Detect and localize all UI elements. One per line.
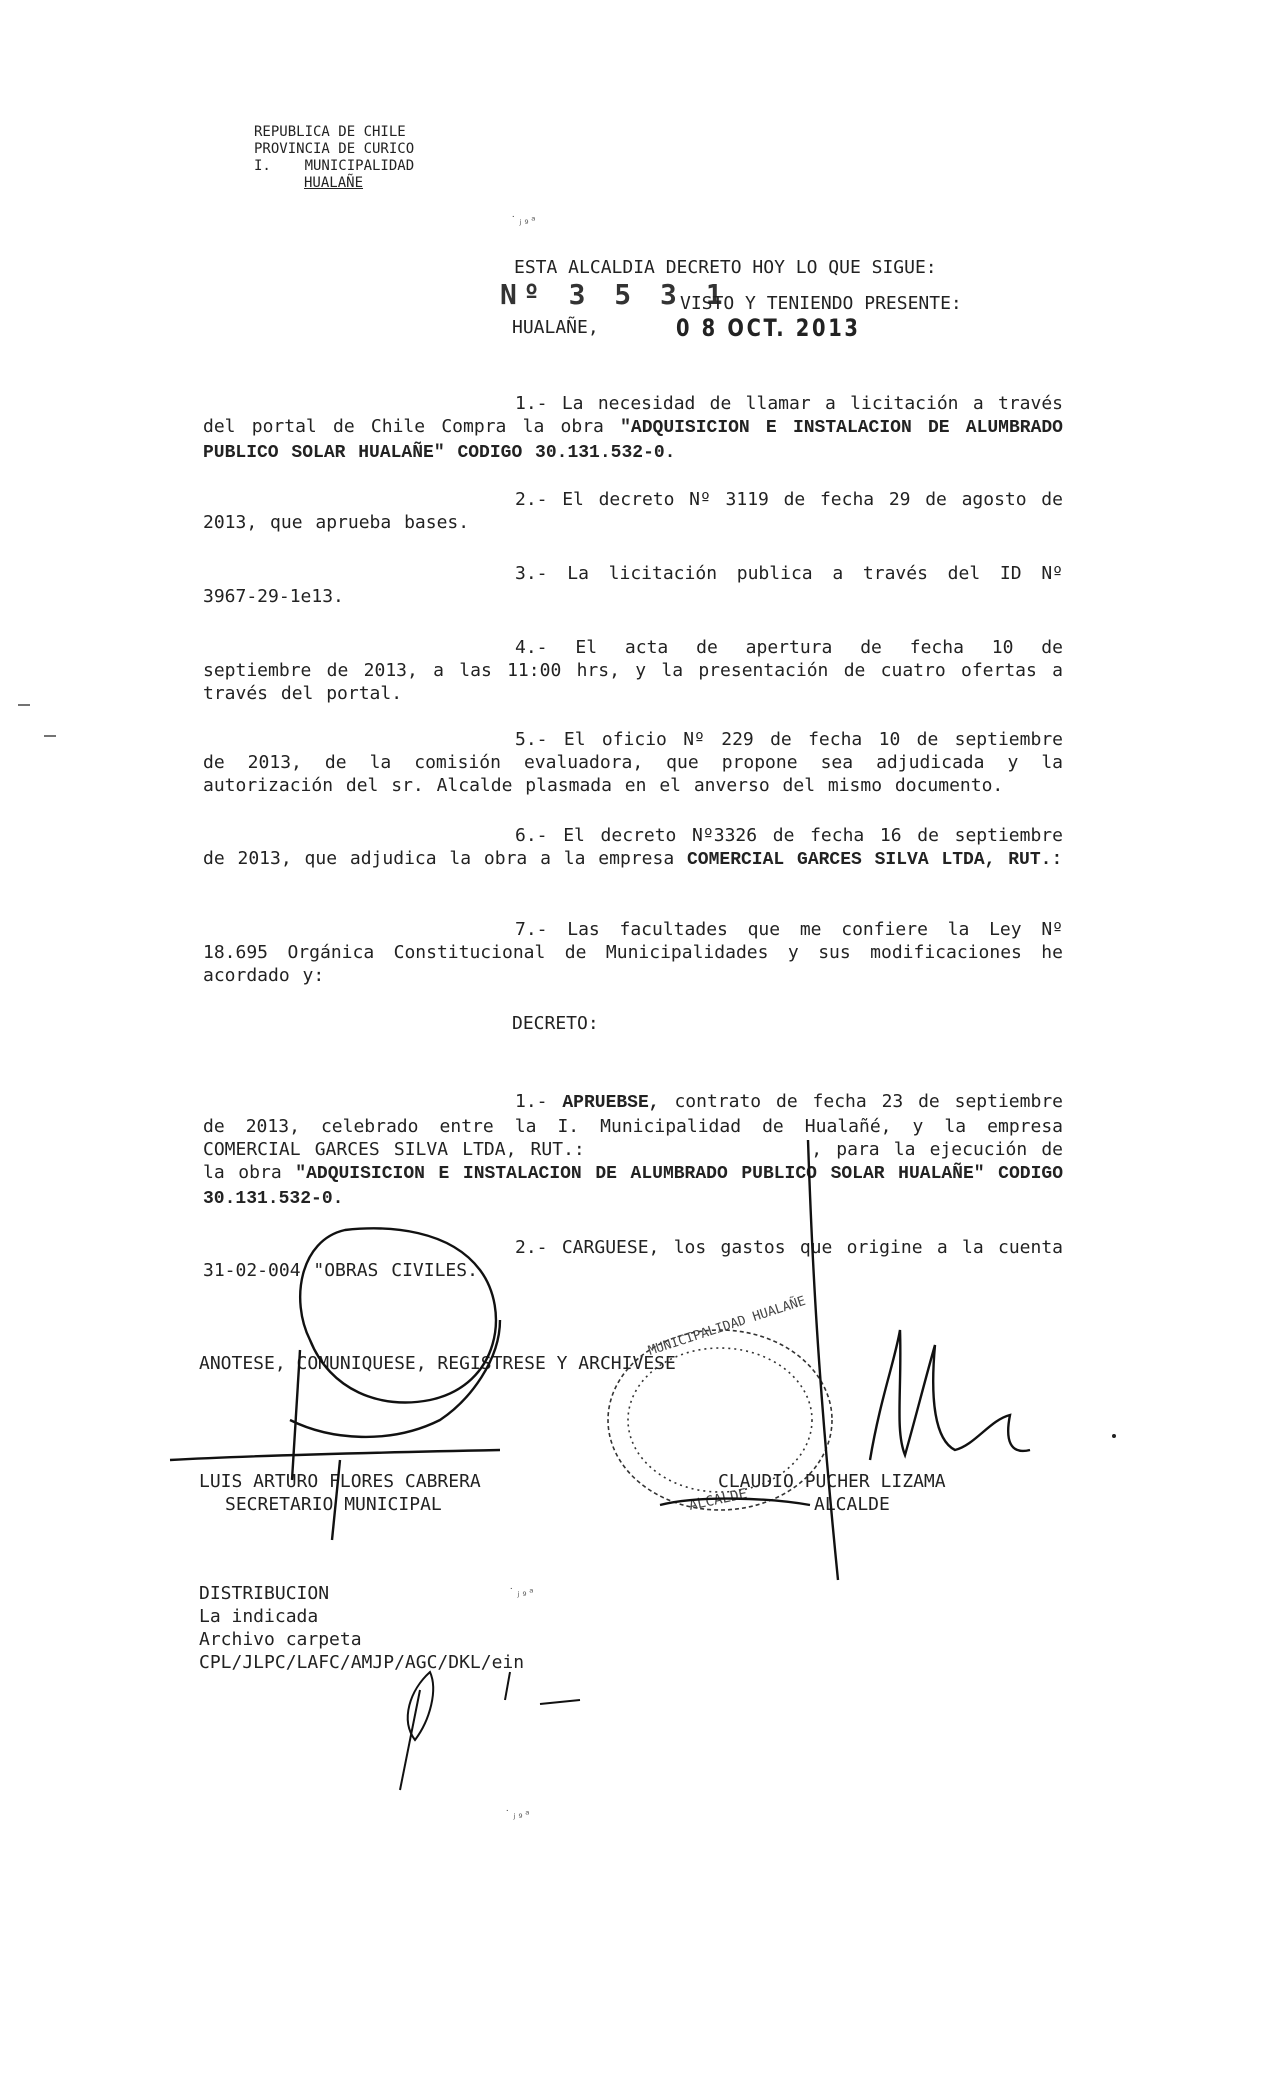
visto-4-number: 4.- bbox=[515, 637, 548, 658]
visto-heading: VISTO Y TENIENDO PRESENTE: bbox=[680, 293, 962, 314]
distribution-initials: CPL/JLPC/LAFC/AMJP/AGC/DKL/ein bbox=[199, 1652, 525, 1673]
visto-6-number: 6.- bbox=[515, 825, 548, 846]
visto-2-text: El decreto Nº 3119 de fecha 29 de agosto de 2013, que aprueba bases. bbox=[203, 489, 1063, 533]
scan-speck-2: ˙ⱼ₉ᵃ bbox=[508, 1586, 535, 1599]
date-stamp: 0 8 OCT. 2013 bbox=[676, 314, 861, 342]
initials-scribble bbox=[400, 1672, 580, 1790]
place-label: HUALAÑE, bbox=[512, 317, 599, 338]
visto-6-text: El decreto Nº3326 de fecha 16 de septiembre de 2013, que adjudica la obra a la empresa bbox=[203, 825, 1063, 869]
visto-1-number: 1.- bbox=[515, 393, 548, 414]
decreto-2-number: 2.- bbox=[515, 1237, 548, 1258]
header-republic: REPUBLICA DE CHILE bbox=[254, 124, 406, 140]
closing-formula: ANOTESE, COMUNIQUESE, REGISTRESE Y ARCHIVESE bbox=[199, 1353, 676, 1374]
mayor-signature bbox=[660, 1140, 1030, 1580]
distribution-heading: DISTRIBUCION bbox=[199, 1583, 330, 1604]
seal-text: MUNICIPALIDAD HUALAÑE bbox=[646, 1293, 808, 1359]
header-town: HUALAÑE bbox=[304, 175, 364, 191]
scan-speck-3: ˙ⱼ₉ᵃ bbox=[504, 1808, 531, 1821]
seal-bottom-text: ALCALDE bbox=[687, 1485, 749, 1514]
visto-2-number: 2.- bbox=[515, 489, 548, 510]
secretary-signature bbox=[170, 1228, 500, 1540]
visto-1-text: La necesidad de llamar a licitación a través del portal de Chile Compra la obra bbox=[203, 393, 1064, 437]
municipal-seal bbox=[608, 1330, 832, 1510]
visto-5-text: El oficio Nº 229 de fecha 10 de septiembre de 2013, de la comisión evaluadora, que propone sea adjudicada y la autorización del sr. Alcalde plasmada en el anverso del mismo documento. bbox=[203, 729, 1063, 796]
mayor-name: CLAUDIO PUCHER LIZAMA bbox=[718, 1471, 946, 1492]
decree-number: Nº 3 5 3 1 bbox=[500, 278, 729, 311]
decreto-1-number: 1.- bbox=[515, 1091, 548, 1112]
visto-3-number: 3.- bbox=[515, 563, 548, 584]
scan-speck: ˙ⱼ₉ᵃ bbox=[510, 214, 537, 227]
preamble-line: ESTA ALCALDIA DECRETO HOY LO QUE SIGUE: bbox=[514, 257, 937, 278]
decreto-1-lead: APRUEBSE, bbox=[562, 1093, 660, 1113]
header-province: PROVINCIA DE CURICO bbox=[254, 141, 415, 157]
mayor-title: ALCALDE bbox=[814, 1494, 890, 1515]
visto-7-number: 7.- bbox=[515, 919, 548, 940]
visto-7-text: Las facultades que me confiere la Ley Nº 18.695 Orgánica Constitucional de Municipalidades y sus modificaciones he acordado y: bbox=[203, 919, 1063, 986]
distribution-line-2: Archivo carpeta bbox=[199, 1629, 362, 1650]
decreto-2-text: CARGUESE, los gastos que origine a la cuenta 31-02-004 "OBRAS CIVILES. bbox=[203, 1237, 1064, 1281]
visto-6-bold: COMERCIAL GARCES SILVA LTDA, RUT.: bbox=[687, 850, 1063, 870]
visto-3-text: La licitación publica a través del ID Nº 3967-29-1e13. bbox=[203, 563, 1063, 607]
header-municipality: I. MUNICIPALIDAD bbox=[254, 158, 415, 174]
decreto-1-bold: "ADQUISICION E INSTALACION DE ALUMBRADO PUBLICO SOLAR HUALAÑE" CODIGO 30.131.532-0. bbox=[203, 1164, 1063, 1209]
visto-5-number: 5.- bbox=[515, 729, 548, 750]
decreto-heading: DECRETO: bbox=[512, 1013, 599, 1034]
visto-4-text: El acta de apertura de fecha 10 de septiembre de 2013, a las 11:00 hrs, y la presentación de cuatro ofertas a través del portal. bbox=[203, 637, 1063, 704]
secretary-title: SECRETARIO MUNICIPAL bbox=[225, 1494, 442, 1515]
ink-dot bbox=[1112, 1434, 1116, 1438]
visto-1-bold: "ADQUISICION E INSTALACION DE ALUMBRADO PUBLICO SOLAR HUALAÑE" CODIGO 30.131.532-0. bbox=[203, 418, 1063, 463]
secretary-name: LUIS ARTURO FLORES CABRERA bbox=[199, 1471, 481, 1492]
distribution-line-1: La indicada bbox=[199, 1606, 319, 1627]
decreto-1-text: contrato de fecha 23 de septiembre de 2013, celebrado entre la I. Municipalidad de Hualañé, y la empresa COMERCIAL GARCES SILVA LTDA, RUT.: , para la ejecución de la obra bbox=[203, 1091, 1076, 1183]
